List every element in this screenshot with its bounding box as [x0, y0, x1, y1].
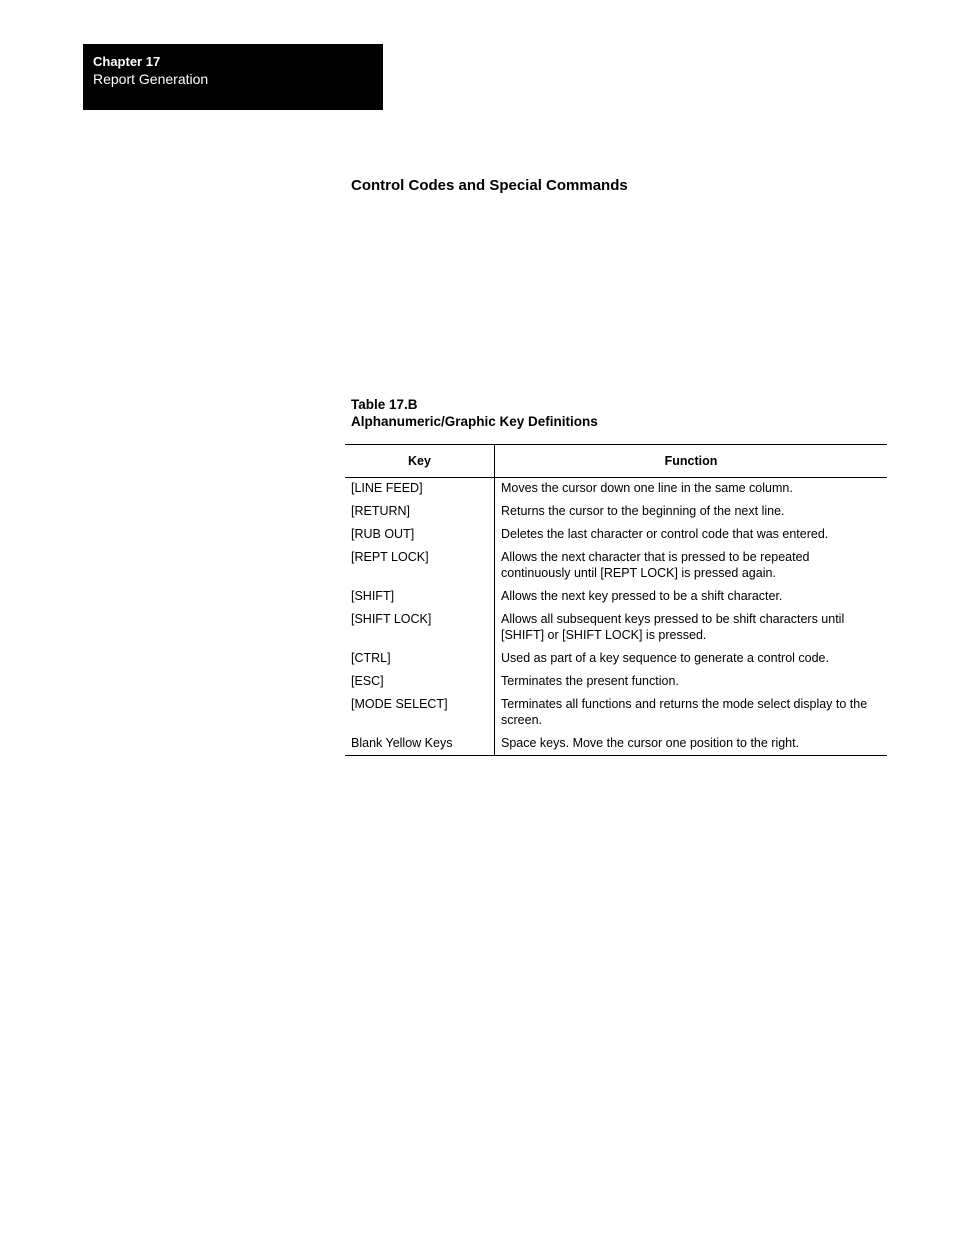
key-cell: [RETURN] — [345, 503, 495, 526]
table-caption — [351, 396, 598, 430]
table-row — [345, 549, 887, 588]
function-cell: Allows the next key pressed to be a shift character. — [501, 589, 783, 603]
section-heading: Control Codes and Special Commands — [351, 177, 628, 194]
table-row — [345, 696, 887, 735]
function-cell: Used as part of a key sequence to generate a control code. — [501, 651, 829, 665]
table-row — [345, 611, 887, 650]
function-cell: Terminates the present function. — [501, 674, 679, 688]
key-cell: [MODE SELECT] — [345, 696, 495, 735]
function-cell: Deletes the last character or control code that was entered. — [501, 527, 829, 541]
function-cell: Returns the cursor to the beginning of the next line. — [501, 504, 785, 518]
table-row — [345, 503, 887, 526]
table-title: Alphanumeric/Graphic Key Definitions — [351, 414, 598, 429]
function-cell: Moves the cursor down one line in the same column. — [501, 481, 793, 495]
column-header-function: Function — [495, 445, 888, 478]
chapter-header — [83, 44, 383, 110]
chapter-title: Report Generation — [93, 71, 209, 87]
table-number: Table 17.B — [351, 397, 418, 412]
table-row — [345, 673, 887, 696]
key-cell: [CTRL] — [345, 650, 495, 673]
function-cell: Space keys. Move the cursor one position to the right. — [495, 735, 888, 756]
key-cell: [RUB OUT] — [345, 526, 495, 549]
table-row — [345, 735, 887, 756]
table-row — [345, 478, 887, 504]
table-row — [345, 526, 887, 549]
key-cell: [LINE FEED] — [345, 478, 495, 504]
chapter-number: Chapter 17 — [93, 54, 161, 69]
key-cell: [REPT LOCK] — [345, 549, 495, 588]
key-cell: [ESC] — [345, 673, 495, 696]
table-row — [345, 588, 887, 611]
function-cell: Allows all subsequent keys pressed to be shift characters until [SHIFT] or [SHIFT LOCK] is pressed. — [501, 612, 845, 642]
table-header-row — [345, 445, 887, 478]
key-cell: Blank Yellow Keys — [345, 735, 495, 756]
function-cell: Terminates all functions and returns the mode select display to the screen. — [501, 697, 868, 727]
column-header-key: Key — [345, 445, 495, 478]
function-cell: Allows the next character that is pressed to be repeated continuously until [REPT LOCK] is pressed again. — [501, 550, 810, 580]
key-cell: [SHIFT LOCK] — [345, 611, 495, 650]
key-definitions-table — [345, 444, 887, 756]
key-cell: [SHIFT] — [345, 588, 495, 611]
table-row — [345, 650, 887, 673]
